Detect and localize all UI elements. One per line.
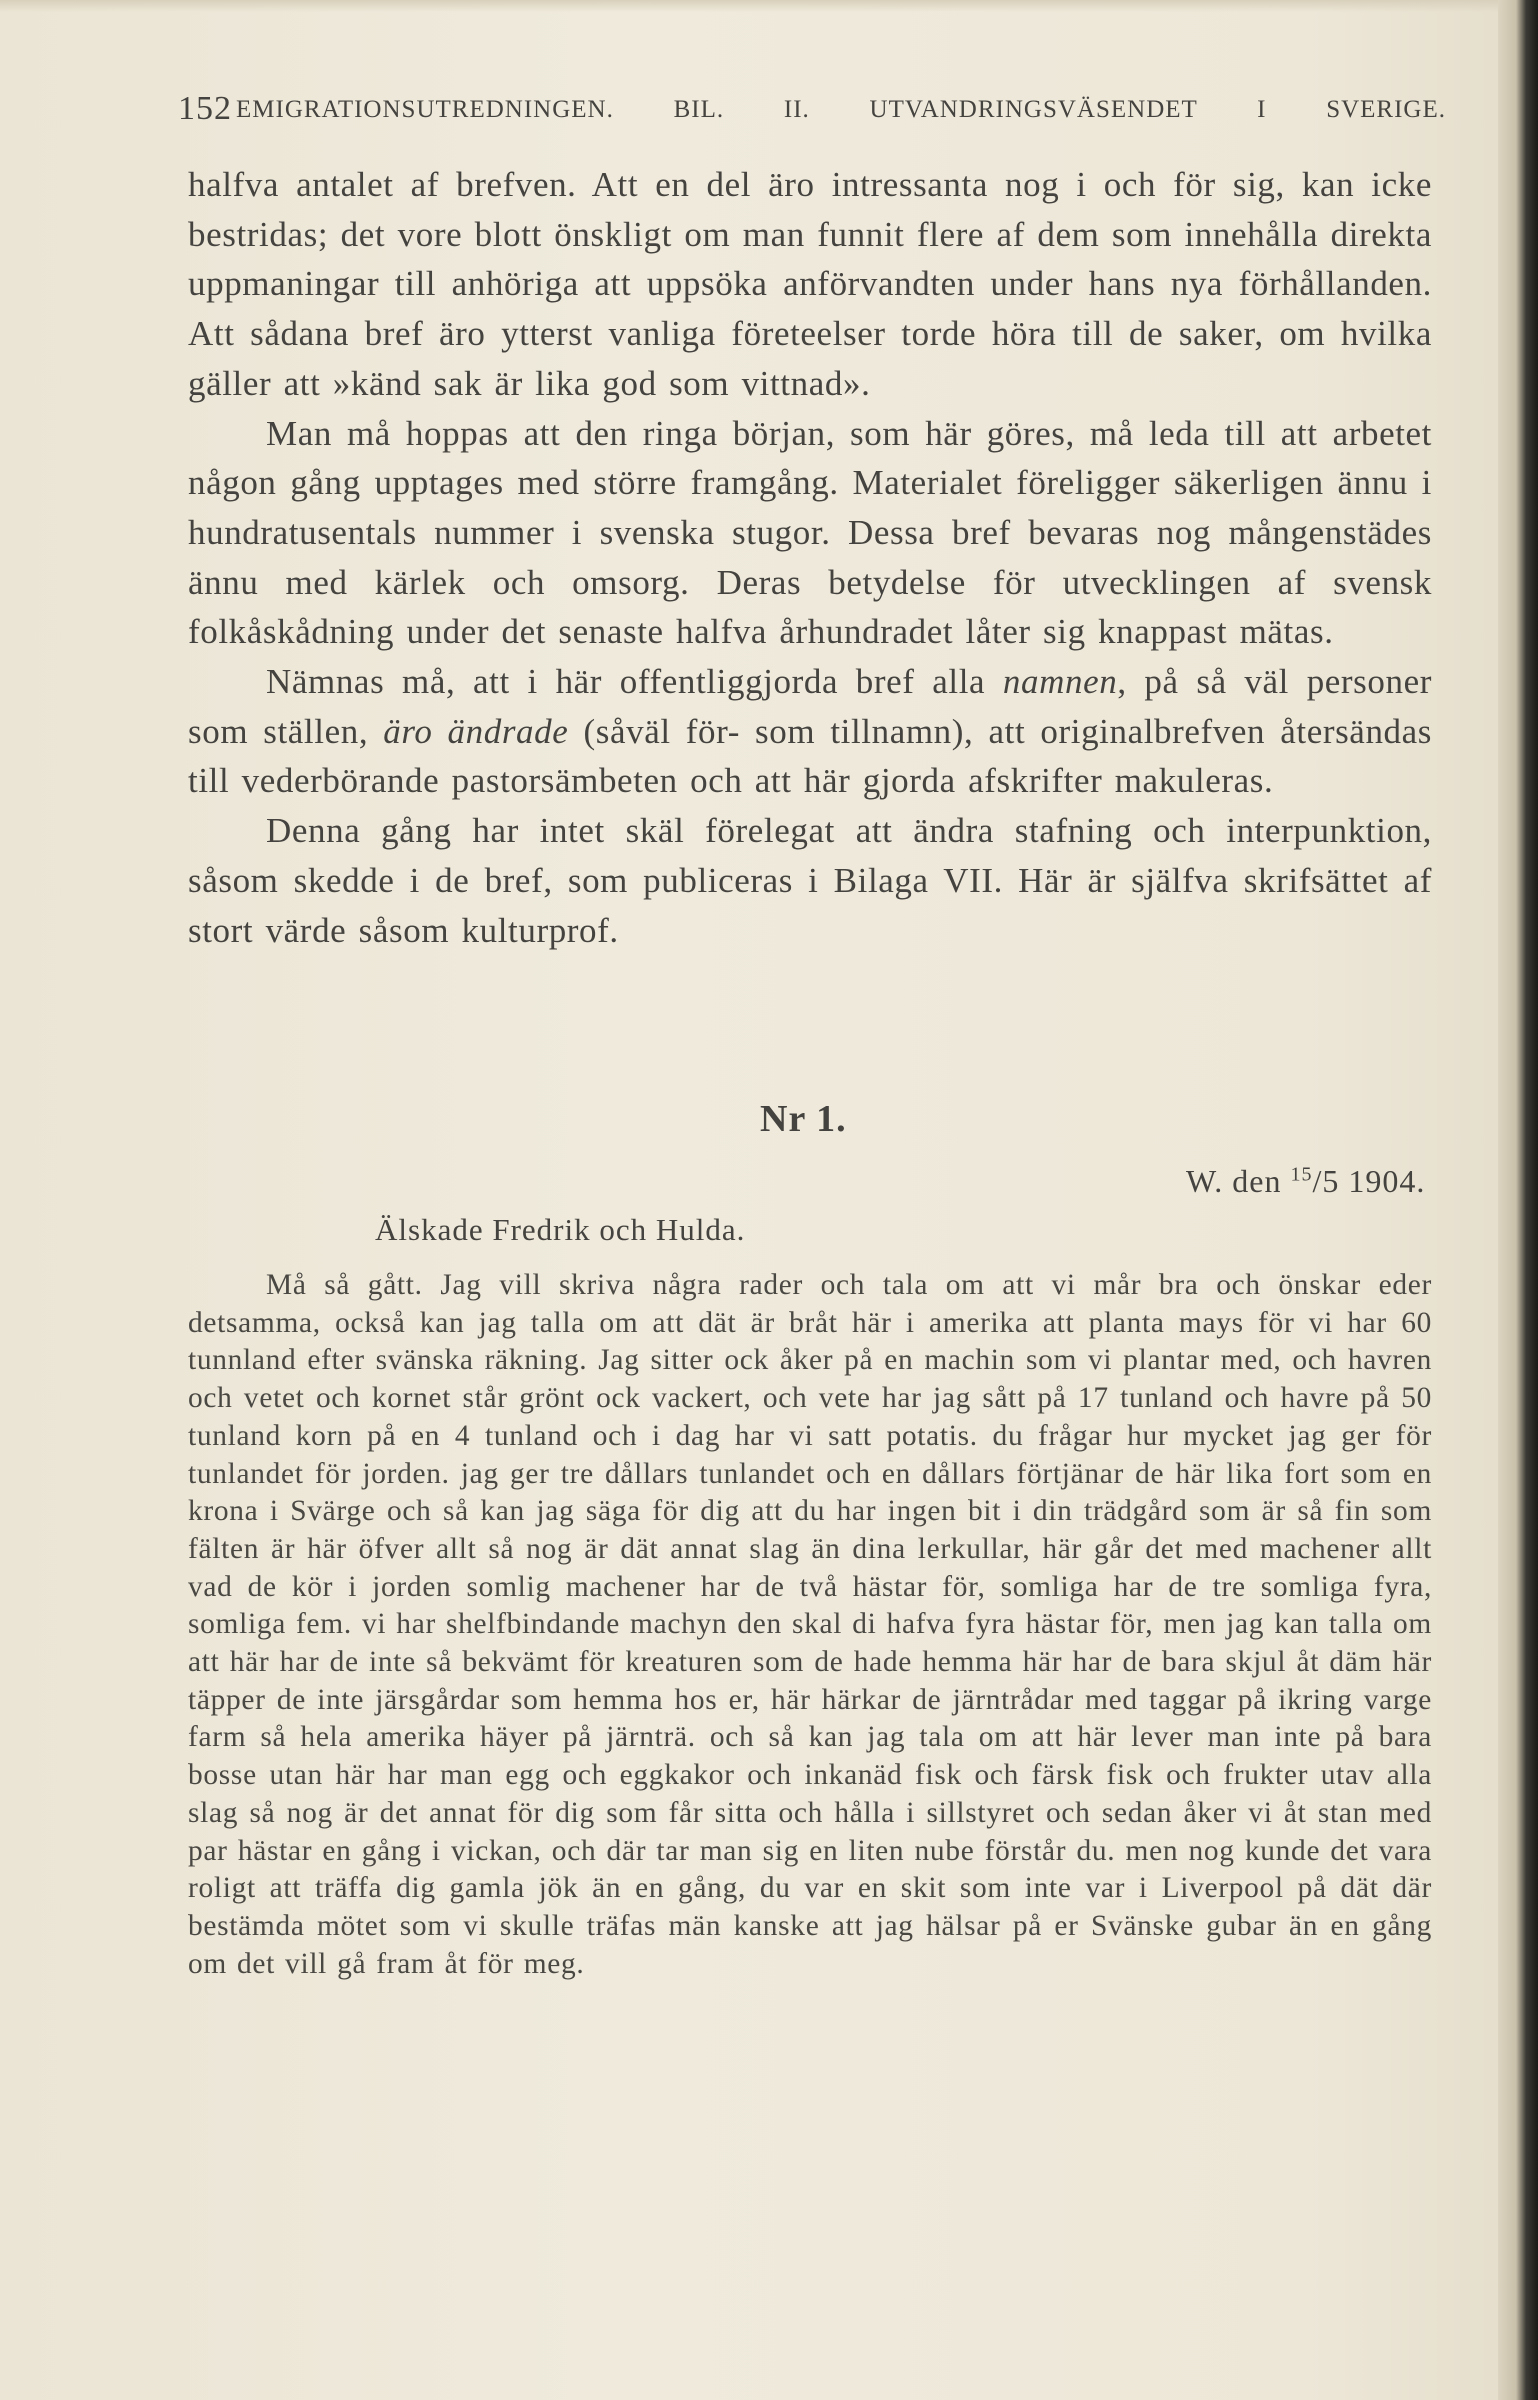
book-spine-edge bbox=[1498, 0, 1538, 2400]
text-run: , på så väl personer som ställen, bbox=[188, 662, 1432, 751]
body-text bbox=[188, 160, 1432, 955]
text-run: Nämnas må, att i här offentliggjorda bref alla bbox=[266, 662, 1003, 702]
letter-salutation: Älskade Fredrik och Hulda. bbox=[375, 1212, 746, 1247]
emphasis: äro ändrade bbox=[383, 711, 569, 751]
date-suffix: /5 1904. bbox=[1312, 1163, 1426, 1199]
text-run: (såväl för- som tillnamn), att originalbrefven återsändas till vederbörande pastorsämbeten och att här gjorda afskrifter makuleras. bbox=[188, 711, 1433, 801]
letter-text: Må så gått. Jag vill skriva några rader och tala om att vi mår bra och önskar eder detsamma, också kan jag talla om att dät är bråt här i amerika att planta mays för vi har 60 tunnland efter svänska räkning. Jag sitter ock åker på en machin som vi plantar med, och havren och vetet och kornet står grönt ock vackert, och vete har jag sått på 17 tunland och havre på 50 tunland korn på en 4 tunland och i dag har vi satt potatis. du frågar hur mycket jag ger för tunlandet för jorden. jag ger tre dållars tunlandet och en dållars förtjänar de här lika fort som en krona i Svärge och så kan jag säga för dig att du har ingen bit i din trädgård som är så fin som fälten är här öfver allt så nog är dät annat slag än dina lerkullar, här går det med machener allt vad de kör i jorden somlig machener har de två hästar för, somliga har de tre somliga fyra, somliga fem. vi har shelfbindande machyn den skal di hafva fyra hästar för, men jag kan talla om att här har de inte så bekvämt för kreaturen som de hade hemma här har de bara skjul åt däm här täpper de inte järsgårdar som hemma hos er, här härkar de järntrådar med taggar på ikring varge farm så hela amerika häyer på järnträ. och så kan jag tala om att här lever man inte på bara bosse utan här har man egg och eggkakor och inkanäd fisk och färsk fisk och frukter utav alla slag så nog är det annat för dig som får sitta och hålla i sillstyret och sedan åker vi åt stan med par hästar en gång i vickan, och där tar man sig en liten nube förstår du. men nog kunde det vara roligt att träffa dig gamla jök än en gång, du var en skit som inte var i Liverpool på dät där bestämda mötet som vi skulle träfas män kanske att jag hälsar på er Svänske gubar än en gång om det vill gå fram åt för meg. bbox=[188, 1269, 1432, 1980]
running-head: EMIGRATIONSUTREDNINGEN. BIL. II. UTVANDRINGSVÄSENDET I SVERIGE. bbox=[236, 96, 1446, 123]
page-header bbox=[178, 84, 1448, 130]
date-superscript: 15 bbox=[1290, 1163, 1313, 1186]
page-top-shadow bbox=[0, 0, 1500, 12]
page-number: 152 bbox=[178, 90, 232, 127]
letter-date bbox=[1186, 1163, 1425, 1200]
letter-body bbox=[188, 1267, 1432, 1983]
letter-number: Nr 1. bbox=[760, 1098, 847, 1140]
paragraph bbox=[188, 657, 1432, 806]
paragraph: Denna gång har intet skäl förelegat att ändra stafning och interpunktion, såsom skedde i de bref, som publiceras i Bilaga VII. Här är själfva skrifsättet af stort värde såsom kulturprof. bbox=[188, 811, 1432, 950]
paragraph: Man må hoppas att den ringa början, som här göres, må leda till att arbetet någon gång upptages med större framgång. Materialet föreligger säkerligen ännu i hundratusentals nummer i svenska stugor. Dessa bref bevaras nog mångenstädes ännu med kärlek och omsorg. Deras betydelse för utvecklingen af svensk folkåskådning under det senaste halfva århundradet låter sig knappast mätas. bbox=[188, 413, 1432, 652]
date-prefix: W. den bbox=[1186, 1163, 1291, 1199]
paragraph: halfva antalet af brefven. Att en del äro intressanta nog i och för sig, kan icke bestridas; det vore blott önskligt om man funnit flere af dem som innehålla direkta uppmaningar till anhöriga att uppsöka anförvandten under hans nya förhållanden. Att sådana bref äro ytterst vanliga företeelser torde höra till de saker, om hvilka gäller att »känd sak är lika god som vittnad». bbox=[188, 165, 1432, 403]
emphasis: namnen bbox=[1002, 662, 1118, 702]
